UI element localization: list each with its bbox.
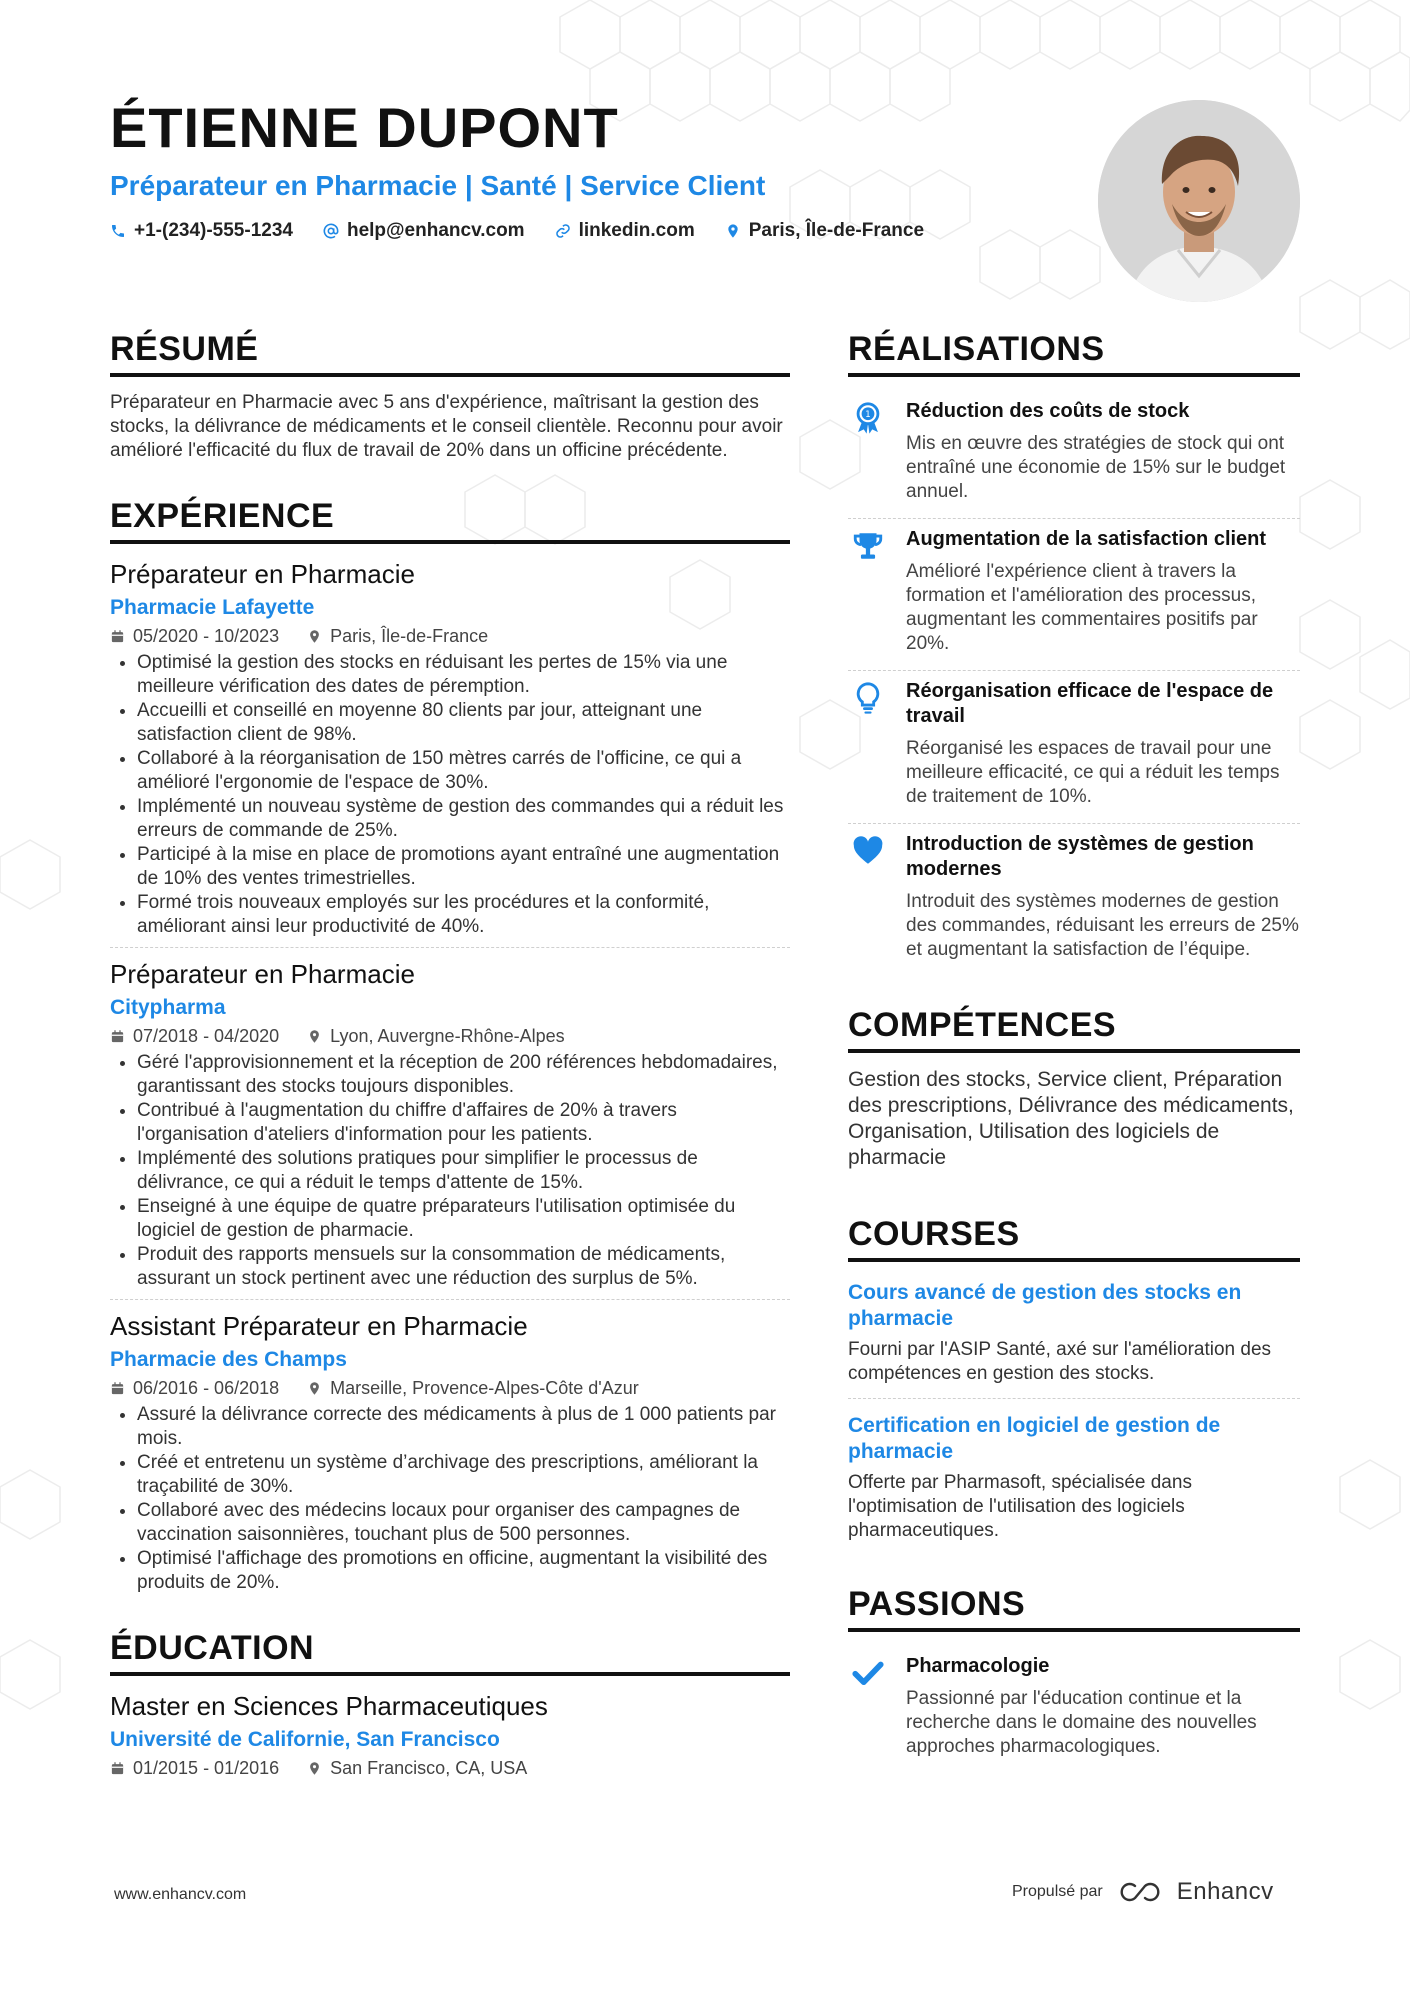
job-company: Pharmacie des Champs [110, 1348, 347, 1371]
achievement-title: Introduction de systèmes de gestion modernes [906, 833, 1254, 880]
footer-branding [1012, 1878, 1274, 1906]
job-entry [110, 558, 790, 948]
left-column [110, 330, 790, 1779]
achievement-item [848, 824, 1300, 976]
job-role: Préparateur en Pharmacie [110, 559, 415, 589]
achievement-desc: Introduit des systèmes modernes de gestion des commandes, réduisant les erreurs de 25% et augmentant la satisfaction de l’équipe. [906, 891, 1299, 960]
education-degree: Master en Sciences Pharmaceutiques [110, 1691, 548, 1721]
contact-phone[interactable] [110, 220, 293, 242]
job-bullet: • Participé à la mise en place de promotions ayant entraîné une augmentation de 10% des ventes trimestrielles. [137, 843, 790, 891]
job-bullet: • Assuré la délivrance correcte des médicaments à plus de 1 000 patients par mois. [137, 1403, 790, 1451]
course-item [848, 1409, 1300, 1555]
calendar-icon [110, 1761, 125, 1776]
achievement-desc: Réorganisé les espaces de travail pour une meilleure efficacité, ce qui a réduit les temps de traitement de 10%. [906, 738, 1280, 807]
checkmark-icon [851, 1656, 885, 1690]
job-dates-text: 07/2018 - 04/2020 [133, 1026, 280, 1046]
location-pin-icon [307, 629, 322, 644]
job-bullet: • Formé trois nouveaux employés sur les procédures et la conformité, améliorant ainsi leur productivité de 40%. [137, 891, 790, 939]
job-role: Assistant Préparateur en Pharmacie [110, 1311, 528, 1341]
education-location-text: San Francisco, CA, USA [330, 1758, 528, 1778]
job-bullet: • Géré l'approvisionnement et la réception de 200 références hebdomadaires, garantissant des stocks toujours disponibles. [137, 1051, 790, 1099]
passion-desc: Passionné par l'éducation continue et la recherche dans le domaine des nouvelles approches pharmacologiques. [906, 1688, 1257, 1757]
calendar-icon [110, 1381, 125, 1396]
education-school: Université de Californie, San Francisco [110, 1728, 500, 1751]
link-icon [555, 223, 571, 239]
job-bullet: • Créé et entretenu un système d’archivage des prescriptions, améliorant la traçabilité de 30%. [137, 1451, 790, 1499]
skills-section [848, 1006, 1300, 1171]
job-company: Pharmacie Lafayette [110, 596, 315, 619]
job-bullet: • Produit des rapports mensuels sur la consommation de médicaments, assurant un stock pertinent avec une réduction des surplus de 5%. [137, 1243, 790, 1291]
skills-heading: COMPÉTENCES [848, 1006, 1300, 1053]
job-dates-text: 05/2020 - 10/2023 [133, 626, 280, 646]
job-role: Préparateur en Pharmacie [110, 959, 415, 989]
job-location [307, 626, 488, 647]
passions-section [848, 1585, 1300, 1773]
achievement-desc: Amélioré l'expérience client à travers la formation et l'amélioration des processus, augmentant les commentaires positifs par 20%. [906, 561, 1258, 654]
achievements-heading: RÉALISATIONS [848, 330, 1300, 377]
passion-item [848, 1646, 1300, 1773]
contact-bar [110, 220, 1010, 242]
achievement-title: Réorganisation efficace de l'espace de travail [906, 680, 1274, 727]
job-entry [110, 1310, 790, 1603]
svg-text:1: 1 [865, 409, 871, 420]
course-item [848, 1276, 1300, 1399]
heart-icon [851, 834, 885, 868]
education-dates [110, 1758, 279, 1779]
job-dates [110, 626, 279, 647]
candidate-headline: Préparateur en Pharmacie | Santé | Service Client [110, 170, 766, 201]
job-bullet: • Enseigné à une équipe de quatre préparateurs l'utilisation optimisée du logiciel de gestion de pharmacie. [137, 1195, 790, 1243]
achievements-section [848, 330, 1300, 976]
achievement-item [848, 391, 1300, 519]
achievement-item [848, 519, 1300, 671]
achievement-title: Réduction des coûts de stock [906, 400, 1190, 422]
contact-linkedin[interactable] [555, 220, 695, 242]
summary-section [110, 330, 790, 463]
job-bullets [110, 651, 790, 939]
job-bullet: • Collaboré à la réorganisation de 150 mètres carrés de l'officine, ce qui a amélioré l'ergonomie de l'espace de 30%. [137, 747, 790, 795]
achievement-desc: Mis en œuvre des stratégies de stock qui ont entraîné une économie de 15% sur le budget annuel. [906, 433, 1286, 502]
contact-location [725, 220, 924, 242]
location-pin-icon [725, 223, 741, 239]
job-bullet: • Implémenté des solutions pratiques pour simplifier le processus de délivrance, ce qui a réduit le temps d'attente de 15%. [137, 1147, 790, 1195]
job-location [307, 1026, 564, 1047]
education-heading: ÉDUCATION [110, 1629, 790, 1676]
job-bullet: • Contribué à l'augmentation du chiffre d'affaires de 20% à travers l'organisation d'ateliers d'information pour les patients. [137, 1099, 790, 1147]
location-pin-icon [307, 1761, 322, 1776]
phone-icon [110, 223, 126, 239]
job-bullet: • Optimisé la gestion des stocks en réduisant les pertes de 15% via une meilleure vérification des dates de péremption. [137, 651, 790, 699]
course-desc: Offerte par Pharmasoft, spécialisée dans l'optimisation de l'utilisation des logiciels pharmaceutiques. [848, 1472, 1192, 1541]
trophy-icon [851, 529, 885, 563]
job-bullet: • Implémenté un nouveau système de gestion des commandes qui a réduit les erreurs de commande de 25%. [137, 795, 790, 843]
summary-heading: RÉSUMÉ [110, 330, 790, 377]
courses-heading: COURSES [848, 1215, 1300, 1262]
candidate-name: ÉTIENNE DUPONT [110, 96, 619, 159]
powered-by-label: Propulsé par [1012, 1883, 1103, 1900]
job-location-text: Lyon, Auvergne-Rhône-Alpes [330, 1026, 565, 1046]
job-bullet: • Collaboré avec des médecins locaux pour organiser des campagnes de vaccination saisonnières, touchant plus de 500 personnes. [137, 1499, 790, 1547]
achievement-item [848, 671, 1300, 824]
profile-photo [1098, 100, 1300, 302]
job-company: Citypharma [110, 996, 226, 1019]
job-meta [110, 1026, 790, 1047]
education-location [307, 1758, 527, 1779]
at-sign-icon [323, 223, 339, 239]
passions-heading: PASSIONS [848, 1585, 1300, 1632]
enhancv-logo-icon [1117, 1880, 1163, 1904]
contact-linkedin-text: linkedin.com [578, 220, 695, 241]
skills-text: Gestion des stocks, Service client, Préparation des prescriptions, Délivrance des médicaments, Organisation, Utilisation des logiciels de pharmacie [848, 1068, 1294, 1169]
location-pin-icon [307, 1029, 322, 1044]
education-section [110, 1629, 790, 1779]
job-location-text: Marseille, Provence-Alpes-Côte d'Azur [330, 1378, 639, 1398]
course-title: Cours avancé de gestion des stocks en pharmacie [848, 1281, 1242, 1330]
courses-section [848, 1215, 1300, 1555]
job-dates [110, 1026, 279, 1047]
contact-email[interactable] [323, 220, 525, 242]
right-column [848, 330, 1300, 1773]
contact-email-text: help@enhancv.com [346, 220, 525, 241]
brand-name: Enhancv [1176, 1878, 1274, 1905]
passion-title: Pharmacologie [906, 1655, 1050, 1677]
summary-text: Préparateur en Pharmacie avec 5 ans d'expérience, maîtrisant la gestion des stocks, la délivrance de médicaments et le conseil clientèle. Reconnu pour avoir amélioré l'efficacité du flux de travail de 20% dans un officine précédente. [110, 392, 783, 461]
calendar-icon [110, 629, 125, 644]
job-entry [110, 958, 790, 1300]
education-dates-text: 01/2015 - 01/2016 [133, 1758, 280, 1778]
job-meta [110, 1378, 790, 1399]
achievement-title: Augmentation de la satisfaction client [906, 528, 1267, 550]
job-bullet: • Accueilli et conseillé en moyenne 80 clients par jour, atteignant une satisfaction client de 98%. [137, 699, 790, 747]
resume-header [110, 96, 1010, 242]
job-bullets [110, 1403, 790, 1595]
location-pin-icon [307, 1381, 322, 1396]
award-ribbon-icon [851, 401, 885, 435]
calendar-icon [110, 1029, 125, 1044]
lightbulb-icon [851, 681, 885, 715]
job-location [307, 1378, 639, 1399]
job-meta [110, 626, 790, 647]
education-meta [110, 1758, 790, 1779]
contact-location-text: Paris, Île-de-France [748, 220, 925, 241]
contact-phone-text: +1-(234)-555-1234 [134, 220, 293, 241]
job-location-text: Paris, Île-de-France [330, 626, 489, 646]
course-title: Certification en logiciel de gestion de pharmacie [848, 1414, 1221, 1463]
experience-section [110, 497, 790, 1603]
job-bullets [110, 1051, 790, 1291]
avatar-illustration [1098, 100, 1300, 302]
experience-heading: EXPÉRIENCE [110, 497, 790, 544]
job-dates [110, 1378, 279, 1399]
job-dates-text: 06/2016 - 06/2018 [133, 1378, 280, 1398]
job-bullet: • Optimisé l'affichage des promotions en officine, augmentant la visibilité des produits de 20%. [137, 1547, 790, 1595]
course-desc: Fourni par l'ASIP Santé, axé sur l'amélioration des compétences en gestion des stocks. [848, 1339, 1272, 1384]
footer-website[interactable]: www.enhancv.com [114, 1886, 247, 1903]
